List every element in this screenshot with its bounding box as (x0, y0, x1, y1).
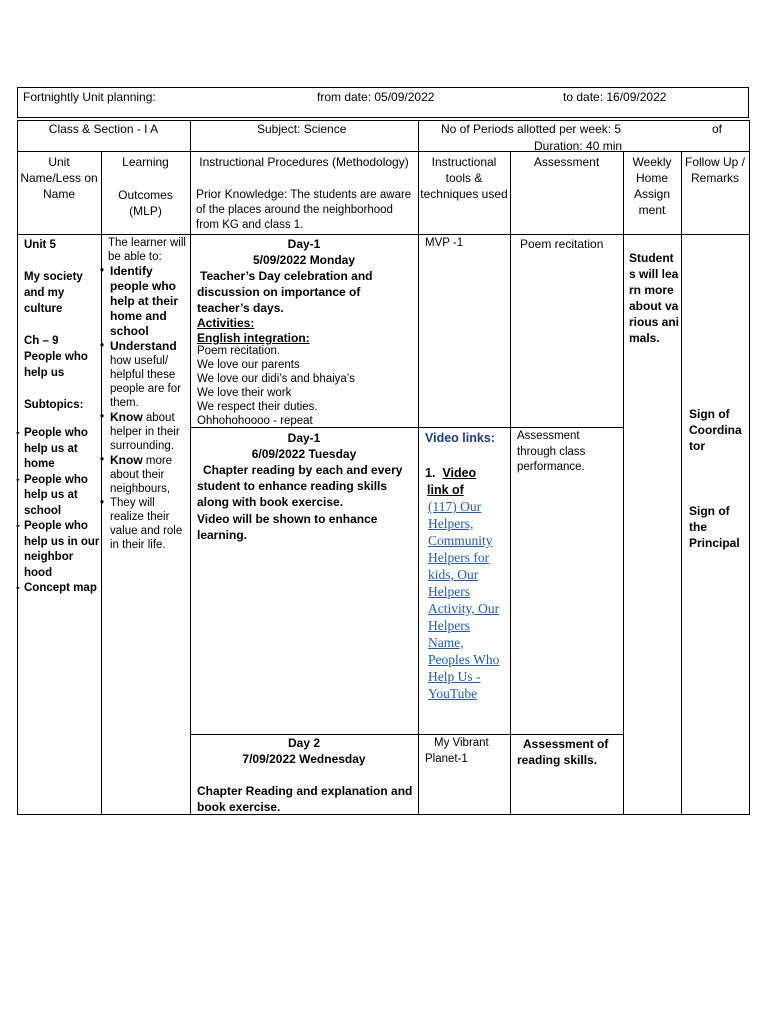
to-date: to date: 16/09/2022 (563, 90, 667, 104)
day1a-tool: MVP -1 (425, 237, 464, 249)
unit-column: Unit 5 My society and my culture Ch – 9 People who help us Subtopics: (24, 237, 100, 413)
day2-desc: Chapter Reading and explanation and book exercise. (197, 784, 413, 814)
duration: Duration: 40 min (534, 139, 623, 153)
plan-title: Fortnightly Unit planning: (23, 90, 156, 104)
day1a-activity-lines: Poem recitation. We love our parents We love our didi’s and bhaiya’s We love their work We respect their duties. Ohhohohoooo - repeat (197, 345, 355, 427)
day1a-assessment: Poem recitation (520, 237, 604, 251)
outcome-item: • Know more about their neighbours, (100, 453, 188, 496)
video-links-label: Video links: (425, 431, 495, 445)
day1a-desc: Teacher’s Day celebration and discussion on importance of teacher’s days. (197, 269, 373, 315)
col-unit-header: Unit Name/Less on Name (20, 155, 98, 201)
subject: Subject: Science (257, 122, 347, 136)
weekly-homework: Students will learn more about various animals. (629, 251, 680, 345)
sign-principal: Sign of the Principal (689, 504, 740, 550)
outcomes-intro: The learner will be able to: (108, 237, 186, 263)
col-tools-header: Instructional tools & techniques used (420, 155, 508, 201)
day1a-title: Day-1 (287, 237, 321, 251)
class-section: Class & Section - I A (48, 122, 159, 136)
day1b-desc: Chapter reading by each and every student to enhance reading skills along with book exercise. (197, 463, 403, 509)
unit-name: Unit 5 (24, 239, 56, 251)
prior-knowledge (196, 187, 414, 232)
subtopics-list: - People who help us at home - People who help us at school - People who help us in our neighbor hood - Concept map (16, 427, 100, 594)
subtopics-label: Subtopics: (24, 399, 84, 411)
day1b-desc2: Video will be shown to enhance learning. (197, 512, 378, 542)
english-integration-label: English integration: (197, 331, 310, 345)
outcome-item: • Understand how useful/ helpful these people are for them. (100, 339, 188, 410)
video-link[interactable]: (117) Our Helpers, Community Helpers for kids, Our Helpers Activity, Our Helpers Name, Peoples Who Help Us - YouTube (428, 499, 500, 701)
periods-of: of (712, 122, 723, 136)
day2-assessment: Assessment of reading skills. (517, 737, 609, 767)
col-outcomes-header: Learning Outcomes (MLP) (118, 155, 173, 218)
day2-tool: My Vibrant Planet-1 (425, 737, 489, 765)
col-assessment-header: Assessment (533, 155, 600, 169)
day2-date: 7/09/2022 Wednesday (242, 752, 366, 766)
outcomes-column (106, 236, 188, 552)
day1b-date: 6/09/2022 Tuesday (251, 447, 357, 461)
outcome-item: • They will realize their value and role in their life. (100, 496, 188, 552)
day1b-title: Day-1 (287, 431, 321, 445)
video-link-item-label: 1. Video link of (425, 466, 477, 497)
day1b-assessment: Assessment through class performance. (517, 430, 586, 473)
prior-knowledge-label: Prior Knowledge: (196, 187, 288, 201)
periods-allotted: No of Periods allotted per week: 5 (441, 122, 622, 136)
from-date: from date: 05/09/2022 (317, 90, 435, 104)
col-procedures-header: Instructional Procedures (Methodology) (199, 155, 409, 169)
sign-coordinator: Sign of Coordina tor (689, 407, 742, 453)
col-homework-header: Weekly Home Assign ment (632, 155, 672, 217)
col-followup-header: Follow Up / Remarks (684, 155, 746, 185)
outcome-item: • Identify people who help at their home and school (100, 264, 188, 339)
prior-knowledge-text: The students are aware of the places around the neighborhood from KG and class 1. (196, 189, 412, 231)
activities-label: Activities: (197, 316, 255, 330)
day2-title: Day 2 (287, 736, 321, 750)
day1a-date: 5/09/2022 Monday (252, 253, 356, 267)
outcome-item: • Know about helper in their surrounding. (100, 410, 188, 453)
